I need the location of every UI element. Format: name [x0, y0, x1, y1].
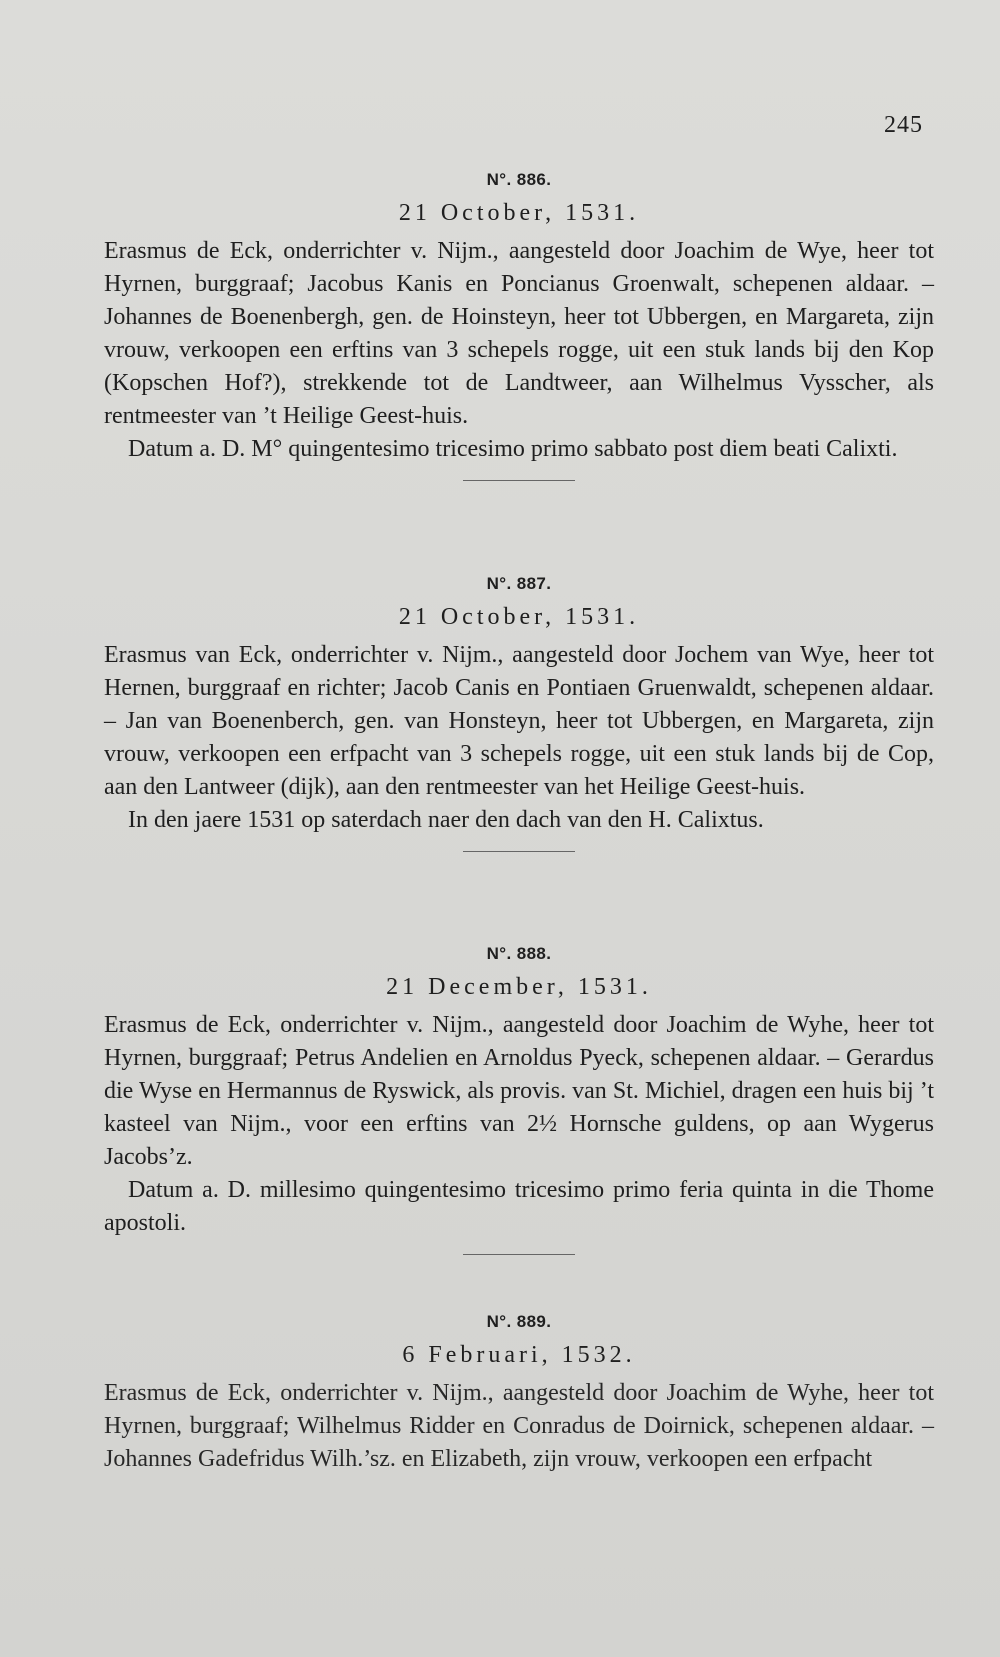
- entry-date: 21 October, 1531.: [398, 200, 640, 226]
- entry-date: 21 December, 1531.: [386, 974, 652, 1000]
- entry-date: 6 Februari, 1532.: [402, 1342, 636, 1368]
- entry-paragraph: In den jaere 1531 op saterdach naer den dach van den H. Calixtus.: [128, 807, 764, 833]
- entry-paragraph: Datum a. D. M° quingentesimo tricesimo primo sabbato post diem beati Calixti.: [128, 436, 898, 462]
- entry-paragraph: Erasmus de Eck, onderrichter v. Nijm., aangesteld door Joachim de Wyhe, heer tot Hyrnen, burggraaf; Wilhelmus Ridder en Conradus de Doirnick, schepenen aldaar. – Johannes Gadefridus Wilh.’sz. en Elizabeth, zijn vrouw, verkoopen een erfpacht: [104, 1380, 934, 1472]
- entry-number: N°. 889.: [486, 1312, 552, 1331]
- section-divider: [463, 480, 575, 481]
- section-divider: [463, 851, 575, 852]
- entry-889: [104, 1312, 934, 1476]
- entry-886: [104, 170, 934, 493]
- section-divider: [463, 1254, 575, 1255]
- entry-888: [104, 944, 934, 1267]
- entry-paragraph: Datum a. D. millesimo quingentesimo tricesimo primo feria quinta in die Thome apostoli.: [104, 1177, 934, 1236]
- entry-number: N°. 887.: [486, 574, 552, 593]
- entry-paragraph: Erasmus de Eck, onderrichter v. Nijm., aangesteld door Joachim de Wye, heer tot Hyrnen, burggraaf; Jacobus Kanis en Poncianus Groenwalt, schepenen aldaar. – Johannes de Boenenbergh, gen. de Hoinsteyn, heer tot Ubbergen, en Margareta, zijn vrouw, verkoopen een erftins van 3 schepels rogge, uit een stuk lands bij den Kop (Kopschen Hof?), strekkende tot de Landtweer, aan Wilhelmus Vysscher, als rentmeester van ’t Heilige Geest-huis.: [104, 238, 934, 429]
- entry-paragraph: Erasmus van Eck, onderrichter v. Nijm., aangesteld door Jochem van Wye, heer tot Hernen, burggraaf en richter; Jacob Canis en Pontiaen Gruenwaldt, schepenen aldaar. – Jan van Boenenberch, gen. van Honsteyn, heer tot Ubbergen, en Margareta, zijn vrouw, verkoopen een erfpacht van 3 schepels rogge, uit een stuk lands bij de Cop, aan den Lantweer (dijk), aan den rentmeester van het Heilige Geest-huis.: [104, 642, 934, 800]
- entry-number: N°. 886.: [486, 170, 552, 189]
- entry-paragraph: Erasmus de Eck, onderrichter v. Nijm., aangesteld door Joachim de Wyhe, heer tot Hyrnen, burggraaf; Petrus Andelien en Arnoldus Pyeck, schepenen aldaar. – Gerardus die Wyse en Hermannus de Ryswick, als provis. van St. Michiel, dragen een huis bij ’t kasteel van Nijm., voor een erftins van 2½ Hornsche guldens, op aan Wygerus Jacobs’z.: [104, 1012, 934, 1170]
- entry-date: 21 October, 1531.: [398, 604, 640, 630]
- entry-number: N°. 888.: [486, 944, 552, 963]
- page-number: 245: [884, 112, 923, 138]
- entry-887: [104, 574, 934, 864]
